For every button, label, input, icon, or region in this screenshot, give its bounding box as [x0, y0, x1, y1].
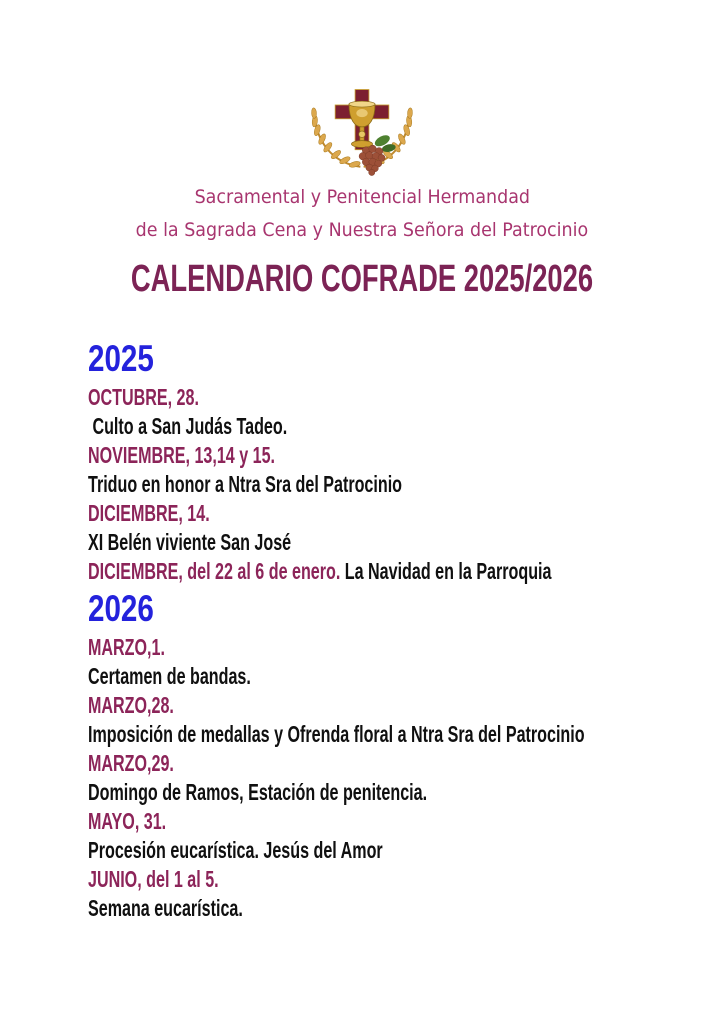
event-date-line: [88, 383, 708, 412]
event-list: [88, 633, 708, 923]
event-line: [88, 557, 708, 586]
cross-chalice-wheat-grapes-emblem: [301, 84, 423, 178]
event-date: MAYO, 31.: [88, 808, 167, 834]
event-description-line: [88, 470, 708, 499]
event-date-line: [88, 807, 708, 836]
event-date-line: [88, 865, 708, 894]
event-description: XI Belén viviente San José: [88, 529, 292, 555]
event-date: DICIEMBRE, 14.: [88, 500, 210, 526]
chalice-icon: [349, 101, 375, 147]
event-description: Triduo en honor a Ntra Sra del Patrocinio: [88, 471, 403, 497]
event-description: Domingo de Ramos, Estación de penitencia.: [88, 779, 428, 805]
year-heading-text: 2025: [88, 338, 154, 379]
event-description: Culto a San Judás Tadeo.: [88, 413, 288, 439]
event-date-line: [88, 633, 708, 662]
event-description-line: [88, 894, 708, 923]
event-list: [88, 383, 708, 586]
year-heading: [88, 337, 708, 381]
page-title-text: CALENDARIO COFRADE 2025/2026: [130, 258, 594, 300]
event-date: NOVIEMBRE, 13,14 y 15.: [88, 442, 276, 468]
event-description-line: [88, 720, 708, 749]
event-description-line: [88, 836, 708, 865]
event-date: MARZO,29.: [88, 750, 174, 776]
event-date: MARZO,28.: [88, 692, 174, 718]
event-description: Procesión eucarística. Jesús del Amor: [88, 837, 383, 863]
grapes-icon: [359, 145, 385, 175]
organization-name: [0, 181, 724, 247]
event-date: JUNIO, del 1 al 5.: [88, 866, 219, 892]
event-date-line: [88, 749, 708, 778]
event-description-line: [88, 528, 708, 557]
event-date-line: [88, 499, 708, 528]
event-description: Imposición de medallas y Ofrenda floral a Ntra Sra del Patrocinio: [88, 721, 585, 747]
event-description-line: [88, 662, 708, 691]
hermandad-emblem: [301, 84, 423, 178]
calendar-content: [88, 337, 708, 924]
event-date-line: [88, 691, 708, 720]
event-description: Certamen de bandas.: [88, 663, 251, 689]
event-description-line: [88, 778, 708, 807]
event-date: DICIEMBRE, del 22 al 6 de enero.: [88, 558, 341, 584]
event-date: MARZO,1.: [88, 634, 165, 660]
event-description: La Navidad en la Parroquia: [340, 558, 552, 584]
page-title: [0, 257, 724, 301]
event-date: OCTUBRE, 28.: [88, 384, 199, 410]
year-section: [88, 587, 708, 923]
organization-name-line1: Sacramental y Penitencial Hermandad: [194, 186, 530, 208]
year-heading: [88, 587, 708, 631]
event-description-line: [88, 412, 708, 441]
event-description: Semana eucarística.: [88, 895, 243, 921]
event-date-line: [88, 441, 708, 470]
year-heading-text: 2026: [88, 588, 154, 629]
year-section: [88, 337, 708, 586]
organization-name-line2: de la Sagrada Cena y Nuestra Señora del Patrocinio: [135, 219, 589, 241]
